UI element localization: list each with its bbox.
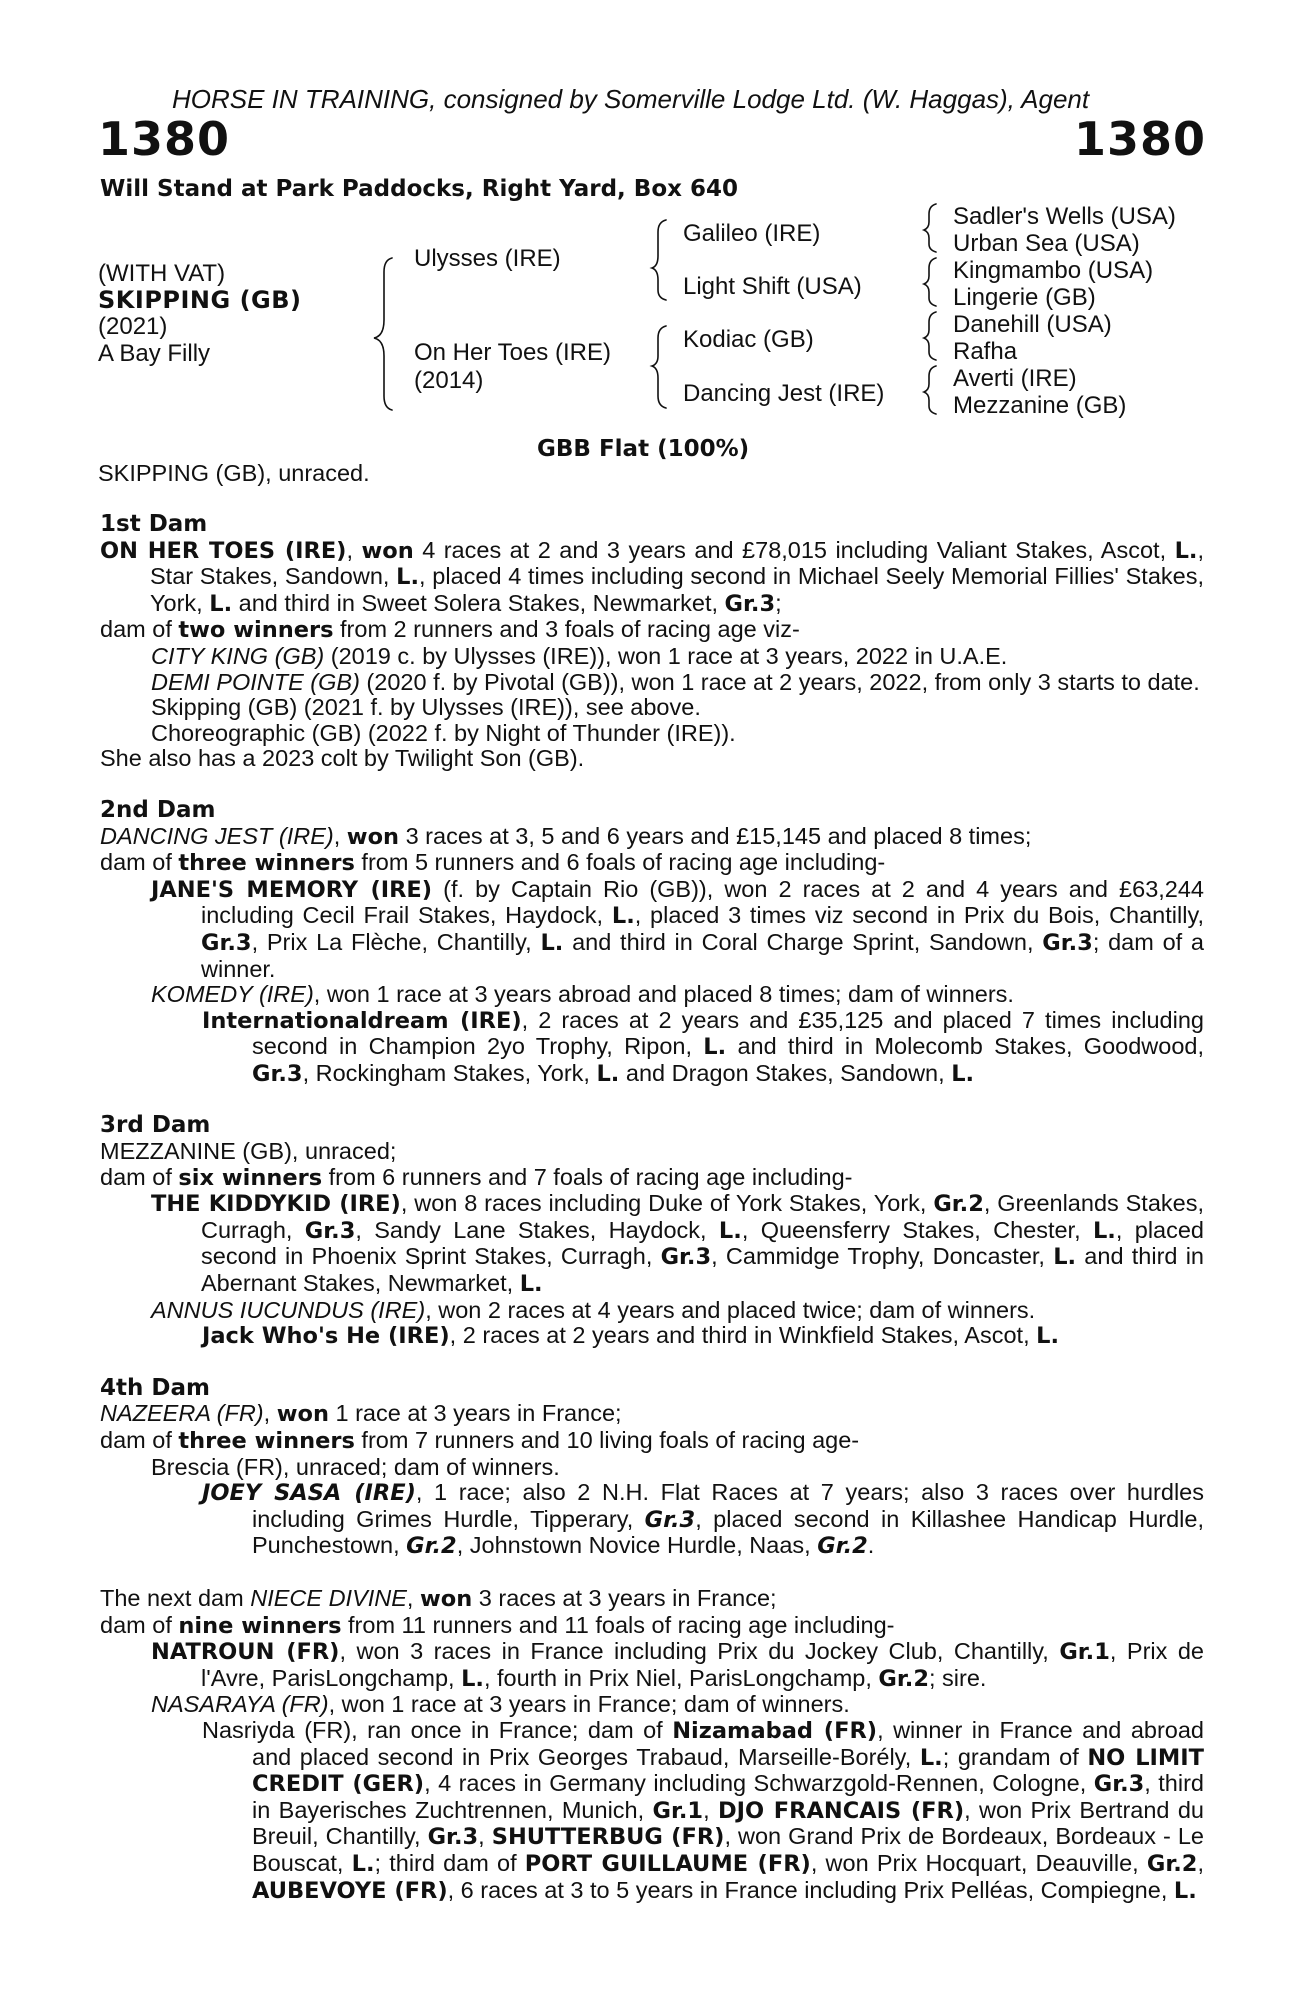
pedigree-ggs-2: Kingmambo (USA) [953, 257, 1154, 284]
dam2-produce-item: JANE'S MEMORY (IRE) (f. by Captain Rio (GB)), won 2 races at 2 and 4 years and £63,244 including Cecil Frail Stakes, Haydock, L., placed 3 times viz second in Prix du Bois, Chantilly, Gr.3, Prix La Flèche, Chantilly, L. and third in Coral Charge Sprint, Sandown, Gr.3; dam of a winner. [151, 875, 1205, 982]
dam3-record: MEZZANINE (GB), unraced; [100, 1138, 397, 1165]
horse-name: SKIPPING (GB) [98, 286, 302, 314]
gbb-rating: GBB Flat (100%) [537, 436, 750, 462]
dam-records [100, 512, 1204, 1904]
pedigree-ggd-3: Rafha [953, 338, 1018, 365]
dam1-produce-item: DEMI POINTE (GB) (2020 f. by Pivotal (GB)), won 1 race at 2 years, 2022, from only 3 starts to date. [151, 668, 1200, 695]
dam3-produce-summary: dam of six winners from 6 runners and 7 foals of racing age including- [100, 1163, 853, 1191]
next-dam-record: The next dam NIECE DIVINE, won 3 races at 3 years in France; [100, 1584, 777, 1612]
stand-location: Will Stand at Park Paddocks, Right Yard, Box 640 [100, 176, 738, 202]
dam2-grandproduce-item: Internationaldream (IRE), 2 races at 2 years and £35,125 and placed 7 times including second in Champion 2yo Trophy, Ripon, L. and third in Molecomb Stakes, Goodwood, Gr.3, Rockingham Stakes, York, L. and Dragon Stakes, Sandown, L. [202, 1006, 1204, 1087]
dam1-produce-item: Skipping (GB) (2021 f. by Ulysses (IRE)), see above. [151, 694, 701, 721]
section-heading-4th-dam: 4th Dam [100, 1374, 210, 1401]
dam1-produce-item: CITY KING (GB) (2019 c. by Ulysses (IRE)), won 1 race at 3 years, 2022 in U.A.E. [151, 642, 1008, 669]
lot-number-right: 1380 [1073, 112, 1206, 166]
dam4-record: NAZEERA (FR), won 1 race at 3 years in France; [100, 1400, 622, 1428]
dam2-produce-summary: dam of three winners from 5 runners and 6 foals of racing age including- [100, 849, 886, 877]
next-dam-produce-item: NATROUN (FR), won 3 races in France including Prix du Jockey Club, Chantilly, Gr.1, Prix de l'Avre, ParisLongchamp, L., fourth in Prix Niel, ParisLongchamp, Gr.2; sire. [151, 1638, 1205, 1692]
horse-year: (2021) [98, 313, 168, 340]
pedigree-ggs-1: Sadler's Wells (USA) [953, 203, 1176, 230]
pedigree-granddam-2: Dancing Jest (IRE) [683, 380, 885, 407]
pedigree-ggs-4: Averti (IRE) [953, 365, 1077, 392]
dam1-produce-item: Choreographic (GB) (2022 f. by Night of Thunder (IRE)). [151, 719, 736, 746]
dam4-grandproduce-item: JOEY SASA (IRE), 1 race; also 2 N.H. Flat Races at 7 years; also 3 races over hurdles including Grimes Hurdle, Tipperary, Gr.3, placed second in Killashee Handicap Hurdle, Punchestown, Gr.2, Johnstown Novice Hurdle, Naas, Gr.2. [202, 1479, 1204, 1560]
horse-description: A Bay Filly [98, 340, 211, 367]
section-heading-2nd-dam: 2nd Dam [100, 796, 216, 823]
dam2-record: DANCING JEST (IRE), won 3 races at 3, 5 and 6 years and £15,145 and placed 8 times; [100, 822, 1032, 850]
dam4-produce-item: Brescia (FR), unraced; dam of winners. [151, 1453, 560, 1480]
lot-number-left: 1380 [98, 112, 231, 166]
vat-label: (WITH VAT) [98, 260, 226, 287]
brace-sire [652, 220, 666, 300]
dam2-produce-item: KOMEDY (IRE), won 1 race at 3 years abroad and placed 8 times; dam of winners. [151, 981, 1014, 1008]
unraced-note: SKIPPING (GB), unraced. [98, 460, 370, 486]
brace-main [374, 258, 392, 410]
next-dam-grandproduce-item: Nasriyda (FR), ran once in France; dam of Nizamabad (FR), winner in France and abroad and placed second in Prix Georges Trabaud, Marseille-Borély, L.; grandam of NO LIMIT CREDIT (GER), 4 races in Germany including Schwarzgold-Rennen, Cologne, Gr.3, third in Bayerisches Zuchtrennen, Munich, Gr.1, DJO FRANCAIS (FR), won Prix Bertrand du Breuil, Chantilly, Gr.3, SHUTTERBUG (FR), won Grand Prix de Bordeaux, Bordeaux - Le Bouscat, L.; third dam of PORT GUILLAUME (FR), won Prix Hocquart, Deauville, Gr.2, AUBEVOYE (FR), 6 races at 3 to 5 years in France including Prix Pelléas, Compiegne, L. [202, 1716, 1205, 1904]
dam1-record: ON HER TOES (IRE), won 4 races at 2 and 3 years and £78,015 including Valiant Stakes, Ascot, L., Star Stakes, Sandown, L., placed 4 times including second in Michael Seely Memorial Fillies' Stakes, York, L. and third in Sweet Solera Stakes, Newmarket, Gr.3; [100, 536, 1204, 617]
next-dam-produce-item: NASARAYA (FR), won 1 race at 3 years in France; dam of winners. [151, 1691, 850, 1718]
dam4-produce-summary: dam of three winners from 7 runners and 10 living foals of racing age- [100, 1427, 860, 1454]
dam3-produce-item: THE KIDDYKID (IRE), won 8 races including Duke of York Stakes, York, Gr.2, Greenlands Stakes, Curragh, Gr.3, Sandy Lane Stakes, Haydock, L., Queensferry Stakes, Chester, L., placed second in Phoenix Sprint Stakes, Curragh, Gr.3, Cammidge Trophy, Doncaster, L. and third in Abernant Stakes, Newmarket, L. [151, 1190, 1205, 1298]
pedigree-ggd-4: Mezzanine (GB) [953, 392, 1127, 419]
pedigree-sire: Ulysses (IRE) [414, 245, 561, 272]
dam3-grandproduce-item: Jack Who's He (IRE), 2 races at 2 years and third in Winkfield Stakes, Ascot, L. [202, 1322, 1060, 1350]
brace-gg4 [924, 366, 936, 414]
pedigree-ggs-3: Danehill (USA) [953, 311, 1112, 338]
dam1-also-note: She also has a 2023 colt by Twilight Son (GB). [100, 745, 585, 772]
brace-gg2 [924, 258, 936, 306]
section-heading-1st-dam: 1st Dam [100, 511, 208, 537]
dam3-produce-item: ANNUS IUCUNDUS (IRE), won 2 races at 4 years and placed twice; dam of winners. [151, 1296, 1036, 1323]
section-heading-3rd-dam: 3rd Dam [100, 1112, 211, 1139]
pedigree-granddam-1: Light Shift (USA) [683, 273, 862, 300]
pedigree-grandsire-1: Galileo (IRE) [683, 220, 821, 247]
consignment-header: HORSE IN TRAINING, consigned by Somerville Lodge Ltd. (W. Haggas), Agent [172, 84, 1090, 114]
pedigree-dam: On Her Toes (IRE) [414, 339, 611, 366]
pedigree-dam-year: (2014) [414, 367, 484, 394]
pedigree-ggd-1: Urban Sea (USA) [953, 230, 1140, 257]
brace-gg1 [924, 204, 936, 252]
brace-dam [652, 326, 666, 408]
pedigree-ggd-2: Lingerie (GB) [953, 284, 1096, 311]
dam1-produce-summary: dam of two winners from 2 runners and 3 foals of racing age viz- [100, 616, 800, 644]
next-dam-produce-summary: dam of nine winners from 11 runners and 11 foals of racing age including- [100, 1611, 895, 1639]
brace-gg3 [924, 312, 936, 360]
pedigree-grandsire-2: Kodiac (GB) [683, 326, 814, 353]
